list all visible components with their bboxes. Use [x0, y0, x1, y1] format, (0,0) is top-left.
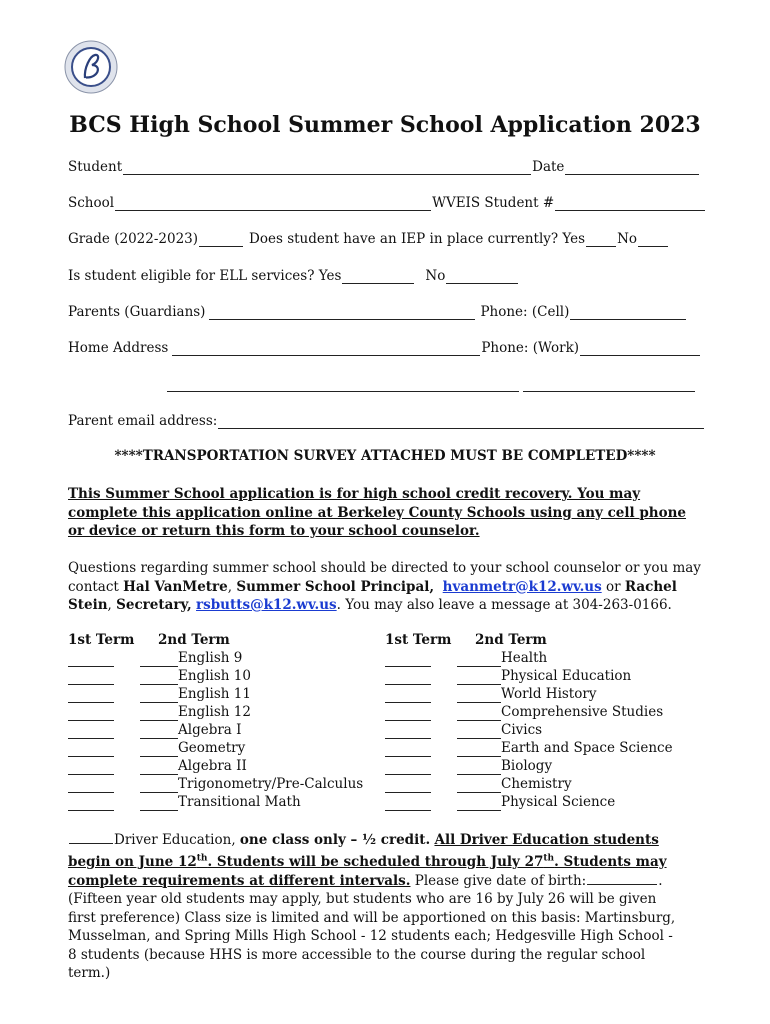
parents-row [68, 300, 687, 320]
grade-row [68, 227, 669, 247]
term1-blank[interactable] [385, 671, 431, 685]
term2-header: 2nd Term [475, 632, 547, 648]
ell-no-field[interactable] [446, 269, 518, 284]
term1-blank[interactable] [68, 761, 114, 775]
page-title: BCS High School Summer School Application 2023 [69, 112, 701, 138]
course-name: English 11 [178, 686, 251, 702]
course-row [68, 685, 363, 703]
term2-blank[interactable] [457, 671, 501, 685]
student-field[interactable] [123, 160, 531, 175]
transportation-notice: ****TRANSPORTATION SURVEY ATTACHED MUST BE COMPLETED**** [114, 448, 656, 464]
course-row [385, 775, 673, 793]
course-row [68, 775, 363, 793]
iep-no-label: No [617, 231, 638, 247]
course-name: Transitional Math [178, 794, 301, 810]
course-column-left [68, 631, 363, 811]
term1-blank[interactable] [68, 653, 114, 667]
wveis-label: WVEIS Student # [432, 195, 555, 211]
course-name: Earth and Space Science [501, 740, 673, 756]
course-name: English 9 [178, 650, 243, 666]
date-field[interactable] [565, 160, 699, 175]
term1-blank[interactable] [385, 743, 431, 757]
phone-text: . You may also leave a message at 304-263-0166. [336, 597, 672, 613]
grade-label: Grade (2022-2023) [68, 231, 199, 247]
parent-email-label: Parent email address: [68, 413, 218, 429]
term1-blank[interactable] [385, 761, 431, 775]
address-line-2b-field[interactable] [523, 377, 695, 392]
driver-ed-label: Driver Education, [114, 832, 236, 848]
phone-work-label: Phone: (Work) [481, 340, 580, 356]
parents-field[interactable] [209, 305, 475, 320]
student-row [68, 155, 700, 175]
dob-label: Please give date of birth: [410, 872, 587, 889]
contact-intro: Questions regarding summer school should be directed to your school counselor or you may contact [68, 560, 701, 595]
date-label: Date [532, 159, 565, 175]
home-address-field[interactable] [172, 341, 480, 356]
term2-blank[interactable] [457, 689, 501, 703]
ell-no-label: No [425, 268, 446, 284]
or-text: or [601, 578, 625, 595]
phone-cell-label: Phone: (Cell) [480, 304, 570, 320]
contact-paragraph: Questions regarding summer school should be directed to your school counselor or you may contact Hal VanMetre, Summer School Principal, hvanmetr@k12.wv.us or Rachel Stein, Secretary, rsbutts@k12.wv.us. You may also leave a message at 304-263-0166. [68, 560, 701, 613]
course-row [385, 793, 673, 811]
phone-work-field[interactable] [580, 341, 700, 356]
secretary-title: Secretary, [116, 597, 192, 613]
school-field[interactable] [115, 196, 431, 211]
principal-email-link[interactable]: hvanmetr@k12.wv.us [442, 578, 602, 595]
course-name: Physical Science [501, 794, 616, 810]
driver-ed-credit: one class only – ½ credit. [239, 832, 431, 848]
course-row [385, 739, 673, 757]
course-row [385, 721, 673, 739]
term2-blank[interactable] [457, 725, 501, 739]
home-address-row [68, 336, 701, 356]
course-name: World History [501, 686, 597, 702]
term2-blank[interactable] [140, 761, 178, 775]
course-name: Physical Education [501, 668, 632, 684]
iep-no-field[interactable] [638, 232, 668, 247]
term-headers-right [385, 631, 673, 649]
term1-blank[interactable] [68, 725, 114, 739]
begin-sup: th [196, 853, 208, 864]
dob-field[interactable] [587, 872, 657, 885]
course-name: English 10 [178, 668, 251, 684]
secretary-name: Rachel Stein [68, 578, 677, 613]
driver-ed-rest: . (Fifteen year old students may apply, but students who are 16 by July 26 will be given first preference) Class size is limited and will be apportioned on this basis: Martinsburg, Musselman, and Spring Mills High School - 12 students each; Hedgesville High School - 8 students (because HHS is more accessible to the course during the regular school term.) [68, 872, 676, 981]
term1-blank[interactable] [68, 743, 114, 757]
term2-blank[interactable] [457, 707, 501, 721]
course-row [68, 739, 363, 757]
term1-blank[interactable] [385, 653, 431, 667]
course-name: Health [501, 650, 548, 666]
course-name: Algebra II [178, 758, 247, 774]
course-row [68, 757, 363, 775]
term2-blank[interactable] [140, 653, 178, 667]
wveis-field[interactable] [555, 196, 705, 211]
school-label: School [68, 195, 115, 211]
home-address-label: Home Address [68, 340, 169, 356]
term1-blank[interactable] [68, 671, 114, 685]
course-row [68, 667, 363, 685]
driver-ed-through: . Students will be scheduled through July 27 [207, 854, 544, 870]
term2-blank[interactable] [140, 743, 178, 757]
term1-blank[interactable] [385, 725, 431, 739]
parent-email-field[interactable] [218, 414, 704, 429]
term1-blank[interactable] [68, 689, 114, 703]
term2-blank[interactable] [140, 707, 178, 721]
grade-field[interactable] [199, 232, 243, 247]
term2-blank[interactable] [457, 797, 501, 811]
term1-blank[interactable] [385, 779, 431, 793]
parents-label: Parents (Guardians) [68, 304, 206, 320]
course-row [68, 793, 363, 811]
term1-header: 1st Term [68, 632, 135, 648]
address-line-2-field[interactable] [167, 377, 519, 392]
iep-yes-field[interactable] [586, 232, 616, 247]
course-name: Trigonometry/Pre-Calculus [178, 776, 364, 792]
course-name: Comprehensive Studies [501, 704, 664, 720]
course-row [385, 649, 673, 667]
term2-blank[interactable] [457, 779, 501, 793]
term1-blank[interactable] [68, 707, 114, 721]
district-seal-logo [64, 40, 118, 94]
course-row [68, 649, 363, 667]
term2-blank[interactable] [457, 761, 501, 775]
term2-blank[interactable] [140, 725, 178, 739]
term1-blank[interactable] [385, 797, 431, 811]
driver-education-paragraph [68, 831, 684, 983]
term1-blank[interactable] [68, 779, 114, 793]
student-label: Student [68, 159, 123, 175]
principal-title: Summer School Principal, [236, 578, 435, 595]
secretary-email-link[interactable]: rsbutts@k12.wv.us [196, 597, 337, 613]
term2-blank[interactable] [140, 689, 178, 703]
term2-blank[interactable] [140, 797, 178, 811]
driver-ed-complete: . Students may complete requirements at different intervals. [68, 854, 667, 889]
course-name: Civics [501, 722, 543, 738]
course-column-right [385, 631, 673, 811]
ell-row [68, 264, 519, 284]
course-name: Chemistry [501, 776, 572, 792]
through-sup: th [543, 853, 555, 864]
term1-blank[interactable] [68, 797, 114, 811]
ell-yes-field[interactable] [342, 269, 414, 284]
term2-blank[interactable] [140, 671, 178, 685]
course-row [385, 757, 673, 775]
driver-ed-begin: All Driver Education students begin on June 12 [68, 832, 659, 870]
term1-blank[interactable] [385, 707, 431, 721]
course-row [385, 703, 673, 721]
credit-recovery-notice: This Summer School application is for high school credit recovery. You may complete this application online at Berkeley County Schools using any cell phone or device or return this form to your school counselor. [68, 486, 687, 539]
address-line-2-row [166, 372, 696, 392]
course-name: English 12 [178, 704, 251, 720]
course-name: Biology [501, 758, 553, 774]
term2-blank[interactable] [140, 779, 178, 793]
course-row [385, 667, 673, 685]
term-headers-left [68, 631, 363, 649]
term2-header: 2nd Term [158, 632, 230, 648]
driver-ed-field[interactable] [69, 831, 113, 844]
principal-name: Hal VanMetre [123, 578, 228, 595]
course-row [68, 703, 363, 721]
ell-label: Is student eligible for ELL services? Yes [68, 268, 342, 284]
course-row [68, 721, 363, 739]
term2-blank[interactable] [457, 653, 501, 667]
course-row [385, 685, 673, 703]
course-name: Algebra I [178, 722, 242, 738]
term2-blank[interactable] [457, 743, 501, 757]
school-row [68, 191, 706, 211]
term1-blank[interactable] [385, 689, 431, 703]
course-name: Geometry [178, 740, 246, 756]
term1-header: 1st Term [385, 632, 452, 648]
phone-cell-field[interactable] [570, 305, 686, 320]
parent-email-row [68, 409, 705, 429]
iep-label: Does student have an IEP in place currently? Yes [249, 231, 586, 247]
